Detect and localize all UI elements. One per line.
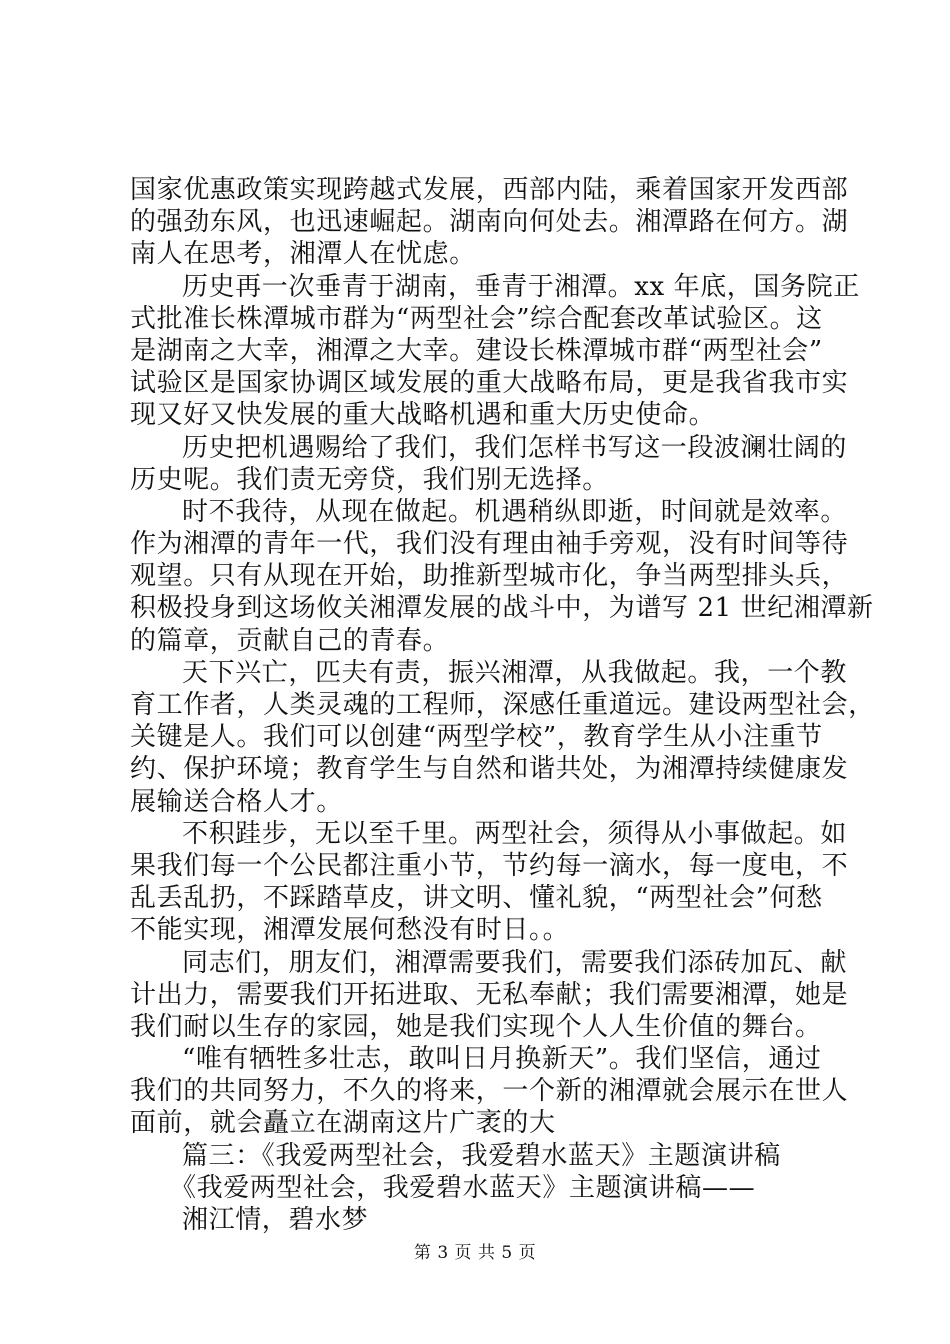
text-line: 式批准长株潭城市群为“两型社会”综合配套改革试验区。这 [130, 303, 823, 334]
text-line: 面前，就会矗立在湖南这片广袤的大 [130, 1108, 556, 1139]
text-line: 试验区是国家协调区域发展的重大战略布局，更是我省我市实 [130, 368, 849, 399]
speech-subtitle: 湘江情，碧水梦 [182, 1205, 369, 1235]
text-line: 国家优惠政策实现跨越式发展，西部内陆，乘着国家开发西部 [130, 175, 849, 205]
paragraph-start: 不积跬步，无以至千里。两型社会，须得从小事做起。如 [182, 818, 848, 849]
text-line: 我们耐以生存的家园，她是我们实现个人人生价值的舞台。 [130, 1011, 822, 1042]
speech-title: 《我爱两型社会，我爱碧水蓝天》主题演讲稿—— [170, 1172, 756, 1203]
paragraph-start: 同志们，朋友们，湘潭需要我们，需要我们添砖加瓦、献 [182, 947, 848, 978]
text-line: 果我们每一个公民都注重小节，节约每一滴水，每一度电，不 [130, 850, 849, 881]
text-line: 关键是人。我们可以创建“两型学校”，教育学生从小注重节 [130, 722, 823, 753]
text-line: 观望。只有从现在开始，助推新型城市化，争当两型排头兵， [130, 561, 849, 592]
text-line: 积极投身到这场攸关湘潭发展的战斗中，为谱写 21 世纪湘潭新 [130, 593, 874, 624]
section-heading: 篇三：《我爱两型社会，我爱碧水蓝天》主题演讲稿 [182, 1140, 781, 1171]
text-line: 的篇章，贡献自己的青春。 [130, 625, 450, 656]
paragraph-start: 时不我待，从现在做起。机遇稍纵即逝，时间就是效率。 [182, 496, 848, 527]
paragraph-start: 历史把机遇赐给了我们，我们怎样书写这一段波澜壮阔的 [182, 432, 848, 463]
text-line: 现又好又快发展的重大战略机遇和重大历史使命。 [130, 400, 716, 431]
text-line: 历史呢。我们责无旁贷，我们别无选择。 [130, 464, 609, 495]
document-body [130, 174, 875, 1236]
text-line: 展输送合格人才。 [130, 786, 343, 817]
text-line: 乱丢乱扔，不踩踏草皮，讲文明、懂礼貌，“两型社会”何愁 [130, 883, 823, 914]
text-line: 育工作者，人类灵魂的工程师，深感任重道远。建设两型社会， [130, 690, 875, 720]
text-line: 南人在思考，湘潭人在忧虑。 [130, 239, 476, 270]
paragraph-start: 历史再一次垂青于湖南，垂青于湘潭。xx 年底，国务院正 [182, 271, 860, 302]
text-line: 作为湘潭的青年一代，我们没有理由袖手旁观，没有时间等待 [130, 529, 849, 560]
paragraph-start: “唯有牺牲多壮志，敢叫日月换新天”。我们坚信，通过 [182, 1044, 822, 1075]
text-line: 约、保护环境；教育学生与自然和谐共处，为湘潭持续健康发 [130, 754, 849, 785]
text-line: 计出力，需要我们开拓进取、无私奉献；我们需要湘潭，她是 [130, 979, 849, 1010]
text-line: 我们的共同努力，不久的将来，一个新的湘潭就会展示在世人 [130, 1076, 849, 1107]
text-line: 的强劲东风，也迅速崛起。湖南向何处去。湘潭路在何方。湖 [130, 207, 849, 238]
text-line: 不能实现，湘潭发展何愁没有时日。。 [130, 915, 570, 946]
text-line: 是湖南之大幸，湘潭之大幸。建设长株潭城市群“两型社会” [130, 335, 823, 366]
page-footer: 第 3 页 共 5 页 [413, 1243, 537, 1263]
paragraph-start: 天下兴亡，匹夫有责，振兴湘潭，从我做起。我，一个教 [182, 657, 848, 688]
